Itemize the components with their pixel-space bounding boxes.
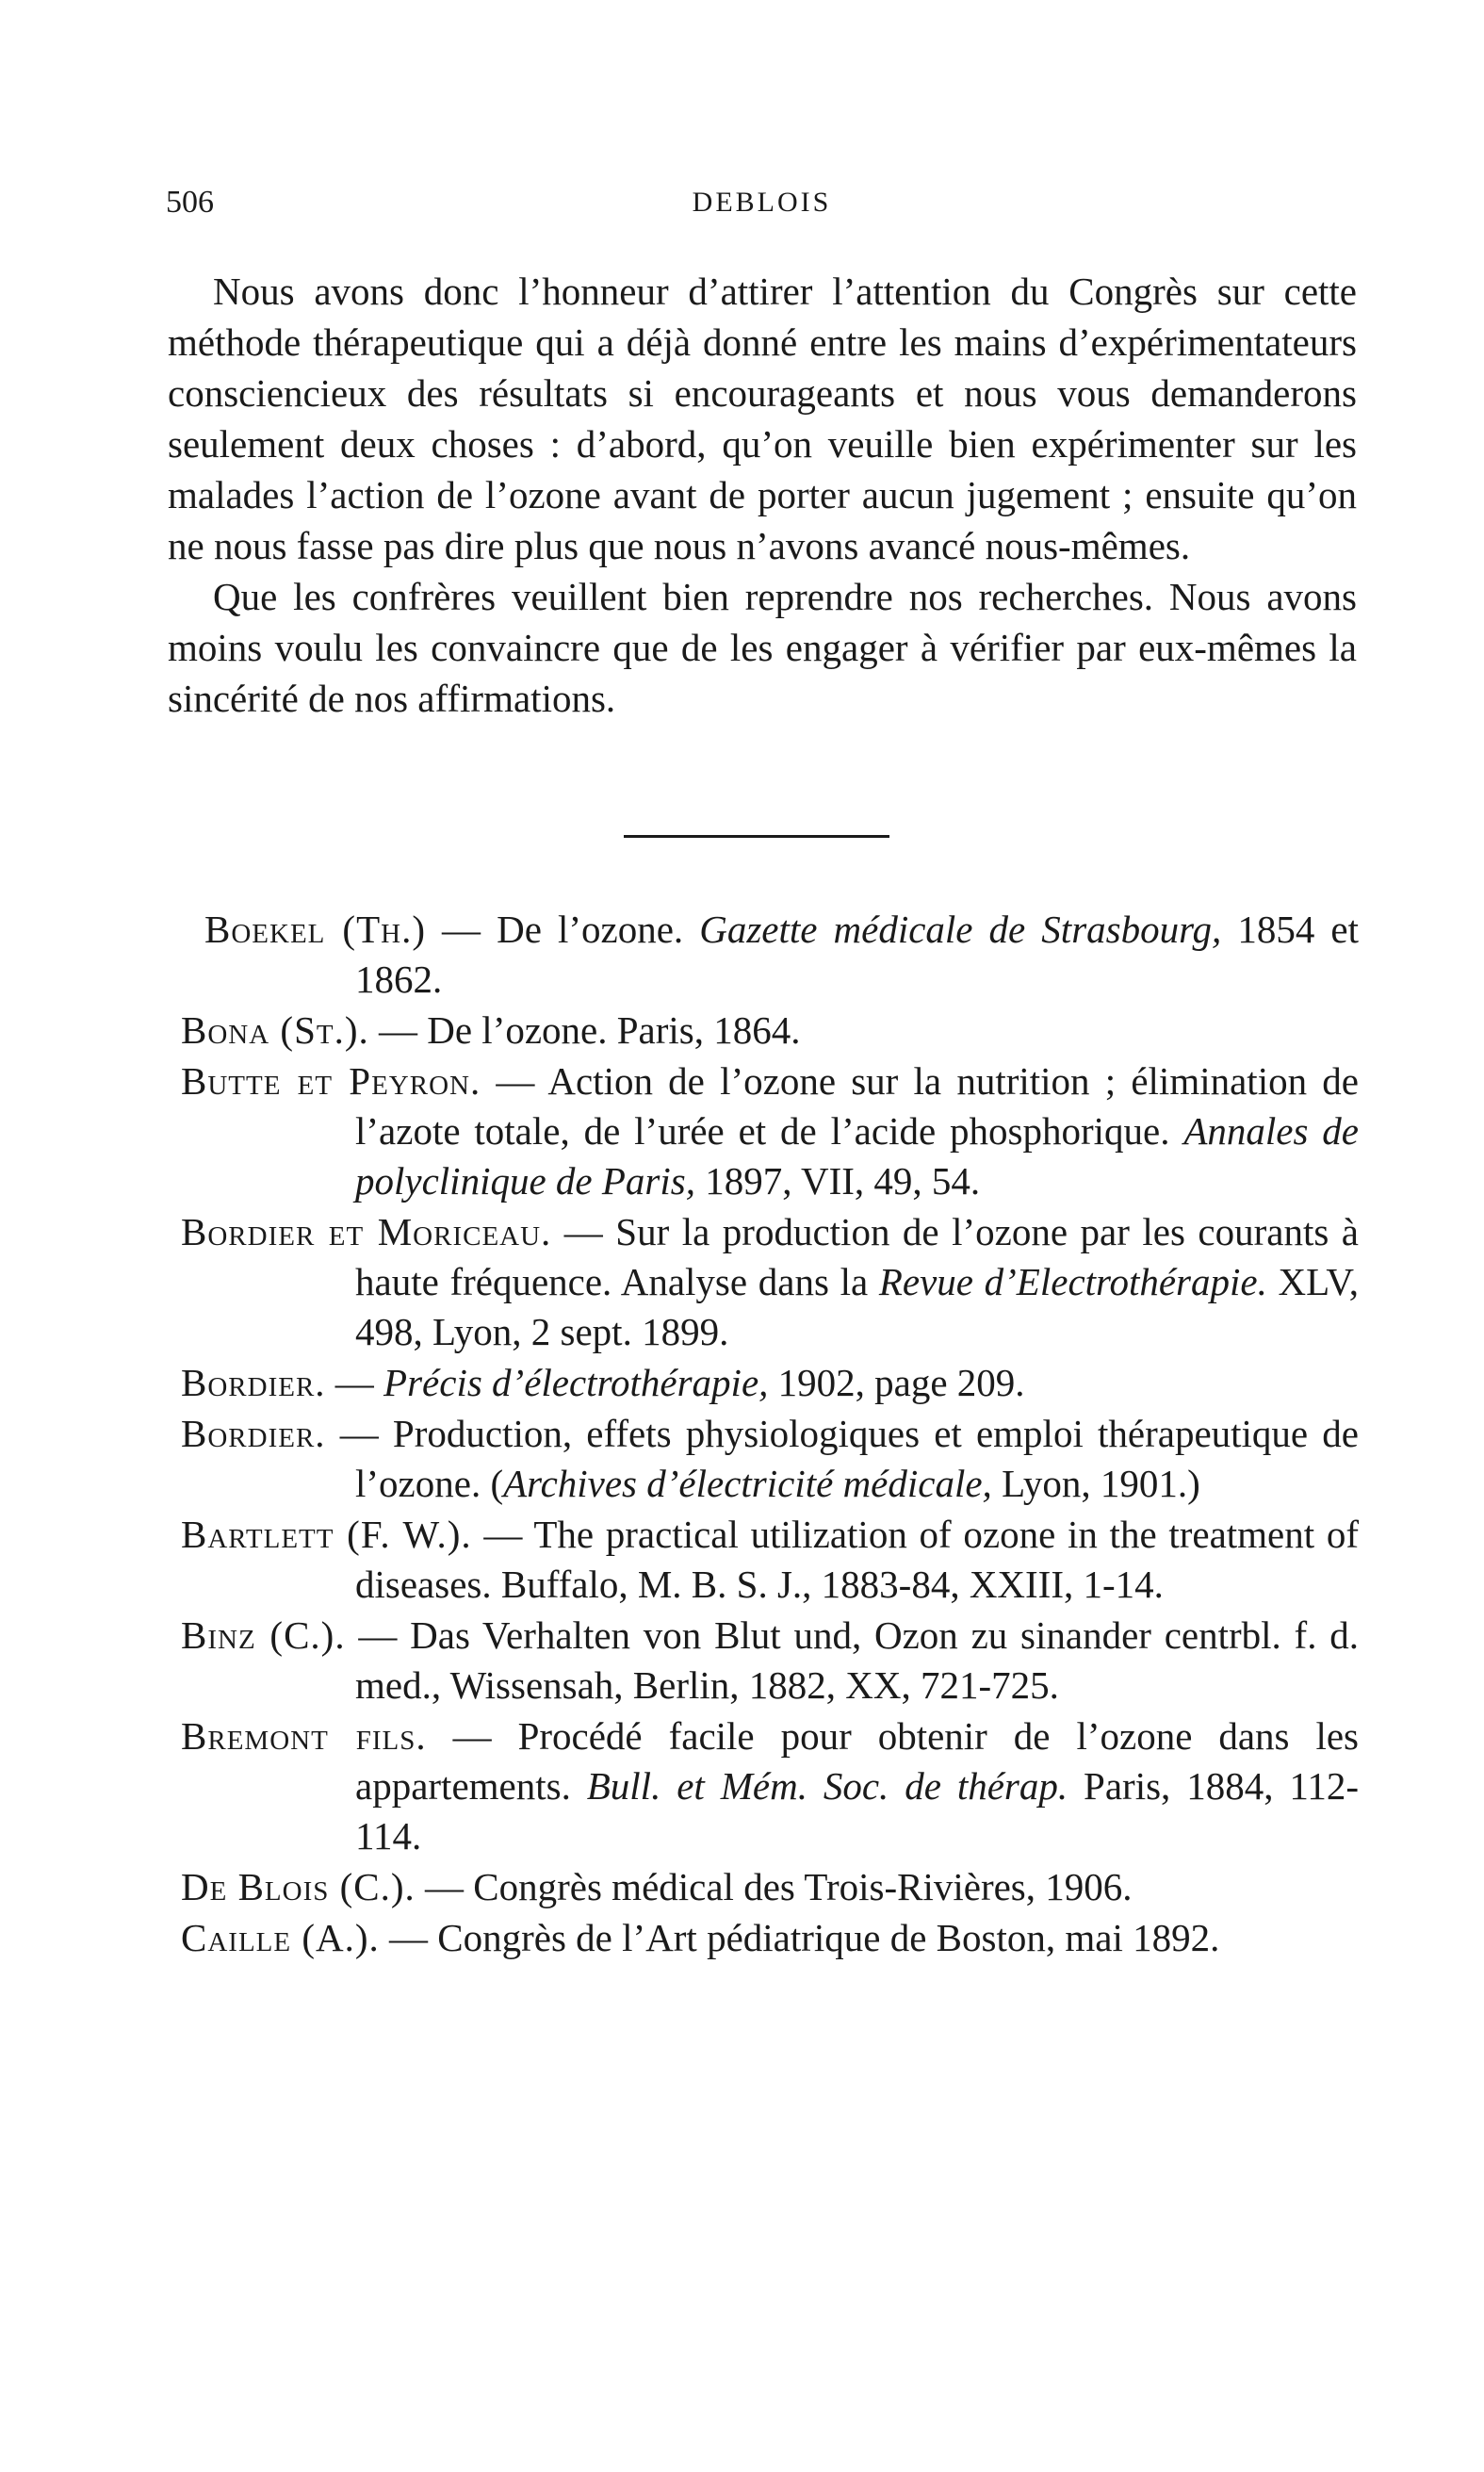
entry-text: 1902, page 209. [768,1361,1025,1404]
entry-author: Bartlett (F. W.). [181,1513,472,1556]
entry-separator: — [471,1513,534,1556]
bibliography [181,905,1359,1964]
entry-text: XLV, 498, Lyon, 2 sept. 1899. [355,1260,1359,1353]
entry-text: Production, effets physiologiques et emploi thérapeutique de l’ozone. ( [355,1412,1360,1505]
entry-author: Boekel (Th.) [204,908,426,951]
entry-author: De Blois (C.). [181,1865,416,1908]
entry-text: 1897, VII, 49, 54. [694,1159,981,1203]
paragraph: Nous avons donc l’honneur d’attirer l’attention du Congrès sur cette méthode thérapeutique qui a déjà donné entre les mains d’expérimentateurs consciencieux des résultats si encourageants et nous vous demanderons seulement deux choses : d’abord, qu’on veuille bien expérimenter sur les malades l’action de l’ozone avant de porter aucun jugement ; ensuite qu’on ne nous fasse pas dire plus que nous n’avons avancé nous-mêmes. [168,270,1357,567]
entry-text: 1854 et 1862. [355,908,1360,1001]
entry-separator: — [368,1008,428,1052]
bibliography-entry [181,1862,1359,1912]
entry-author: Caille (A.). [181,1916,380,1959]
entry-work-title: Précis d’électrothérapie, [383,1361,769,1404]
bibliography-entry [181,1711,1359,1861]
entry-separator: — [345,1613,411,1657]
paragraph: Que les confrères veuillent bien reprendre nos recherches. Nous avons moins voulu les convaincre que de les engager à vérifier par eux-mêmes la sincérité de nos affirmations. [168,575,1357,720]
entry-text: Action de l’ozone sur la nutrition ; élimination de l’azote totale, de l’urée et de l’acide phosphorique. [355,1059,1359,1153]
entry-author: Butte et Peyron. [181,1059,481,1103]
entry-separator: — [426,1714,518,1758]
bibliography-entry [181,1056,1359,1206]
entry-author: Bona (St.). [181,1008,369,1052]
bibliography-entry [181,1409,1359,1509]
entry-author: Bordier et Moriceau. [181,1210,552,1253]
page-number: 506 [166,185,214,220]
entry-author: Bremont fils. [181,1714,427,1758]
bibliography-entry [181,1913,1359,1963]
bibliography-entry [181,905,1359,1005]
entry-separator: — [481,1059,548,1103]
entry-text: Congrès médical des Trois-Rivières, 1906. [473,1865,1133,1908]
section-divider [624,835,889,838]
entry-text: Procédé facile pour obtenir de l’ozone dans les appartements. [355,1714,1360,1808]
entry-separator: — [325,1361,384,1404]
entry-work-title: Gazette médicale de Strasbourg, [699,908,1222,951]
bibliography-entry [181,1611,1359,1711]
body-text [168,266,1357,724]
entry-work-title: Bull. et Mém. Soc. de thérap. [586,1764,1068,1808]
bibliography-entry [181,1006,1359,1056]
entry-text: Sur la production de l’ozone par les courants à haute fréquence. Analyse dans la [355,1210,1360,1303]
entry-separator: — [379,1916,438,1959]
entry-author: Bordier. [181,1412,326,1455]
entry-text: Das Verhalten von Blut und, Ozon zu sinander centrbl. f. d. med., Wissensah, Berlin, 1882, XX, 721-725. [355,1613,1359,1707]
entry-text: The practical utilization of ozone in the treatment of diseases. Buffalo, M. B. S. J., 1883-84, XXIII, 1-14. [355,1513,1360,1606]
bibliography-entry [181,1207,1359,1357]
entry-text: Congrès de l’Art pédiatrique de Boston, mai 1892. [437,1916,1220,1959]
entry-text: Lyon, 1901.) [991,1462,1200,1505]
entry-author: Binz (C.). [181,1613,346,1657]
entry-work-title: Annales de polyclinique de Paris, [355,1109,1359,1203]
entry-author: Bordier. [181,1361,326,1404]
running-head: DEBLOIS [692,187,832,218]
entry-separator: — [415,1865,474,1908]
entry-separator: — [325,1412,393,1455]
bibliography-entry [181,1510,1359,1610]
entry-text: De l’ozone. Paris, 1864. [427,1008,801,1052]
entry-text: Paris, 1884, 112-114. [355,1764,1359,1858]
entry-work-title: Revue d’Electrothérapie. [878,1260,1267,1303]
entry-text: De l’ozone. [497,908,700,951]
entry-work-title: Archives d’électricité médicale, [503,1462,992,1505]
page-header [166,185,1358,241]
entry-separator: — [425,908,497,951]
bibliography-entry [181,1358,1359,1408]
entry-separator: — [551,1210,616,1253]
